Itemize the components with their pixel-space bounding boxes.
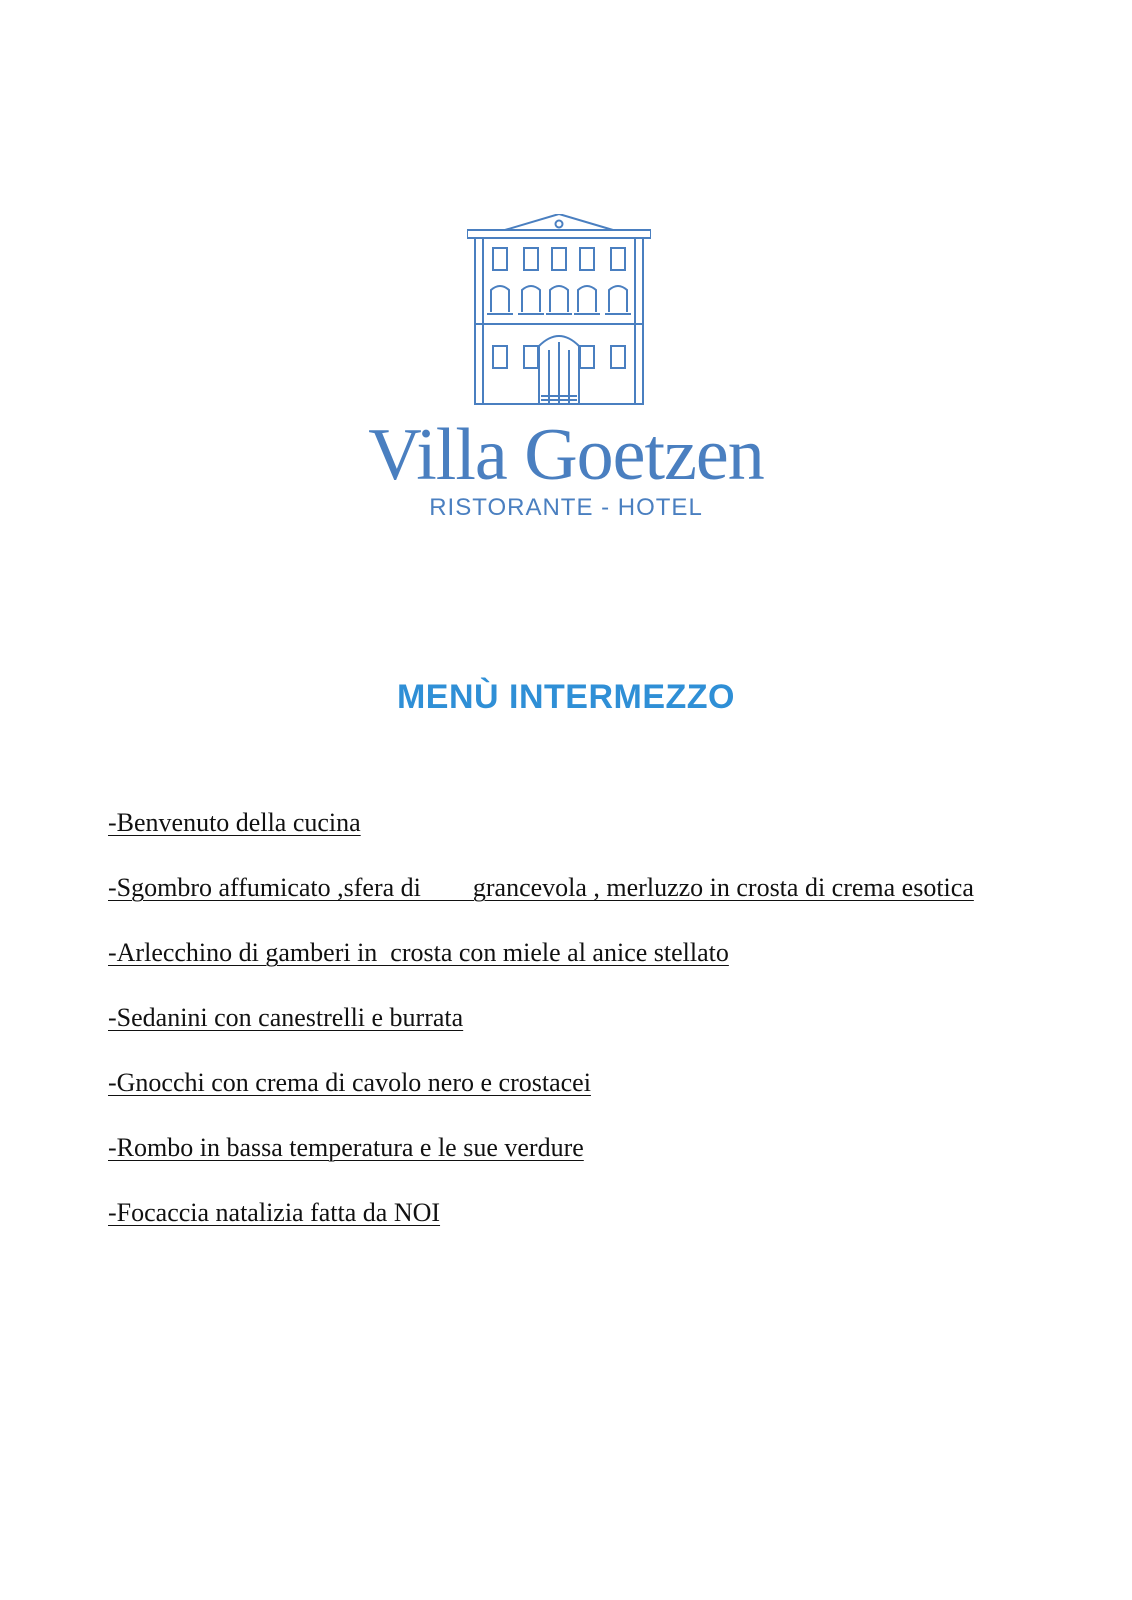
menu-item: -Rombo in bassa temperatura e le sue verdure xyxy=(108,1133,584,1162)
menu-list xyxy=(108,806,1008,1261)
villa-building-icon xyxy=(467,214,651,414)
menu-item: -Sedanini con canestrelli e burrata xyxy=(108,1003,464,1032)
menu-item: -Sgombro affumicato ,sfera di grancevola , merluzzo in crosta di crema esotica xyxy=(108,873,974,902)
menu-title: MENÙ INTERMEZZO xyxy=(396,678,736,716)
brand-name: Villa Goetzen xyxy=(368,414,764,496)
menu-item: -Gnocchi con crema di cavolo nero e crostacei xyxy=(108,1068,591,1097)
menu-item: -Arlecchino di gamberi in crosta con miele al anice stellato xyxy=(108,938,729,967)
brand-subtitle: RISTORANTE - HOTEL xyxy=(429,494,703,521)
menu-item: -Benvenuto della cucina xyxy=(108,808,361,837)
menu-item: -Focaccia natalizia fatta da NOI xyxy=(108,1198,441,1227)
